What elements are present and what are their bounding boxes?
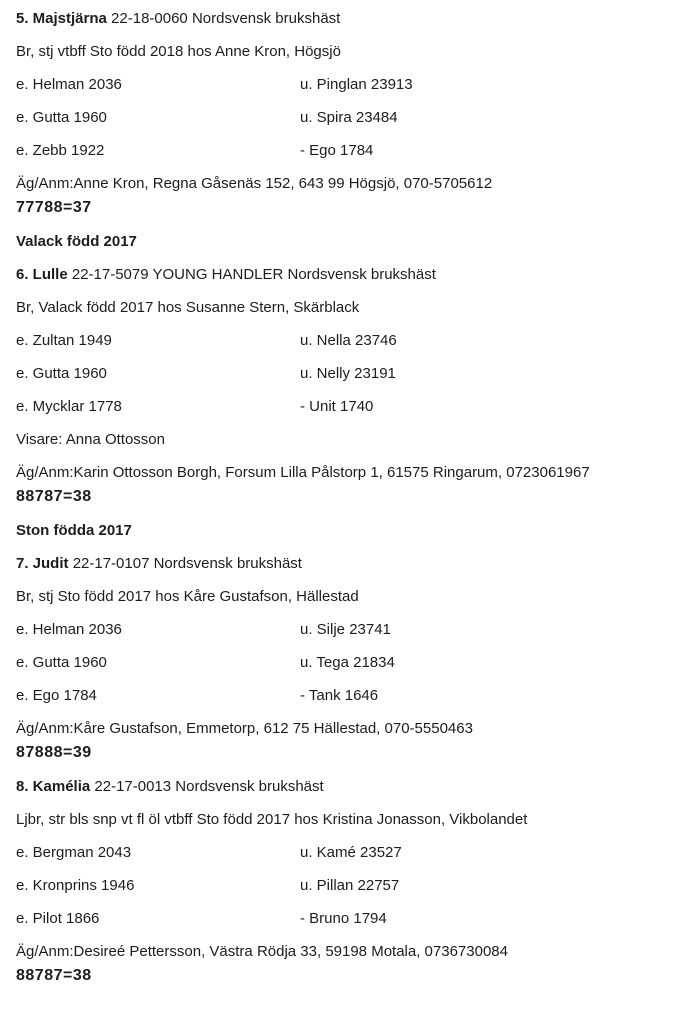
pedigree-row [16,876,661,896]
sire-cell: e. Gutta 1960 [16,365,107,382]
sire-cell: e. Bergman 2043 [16,844,132,861]
dam-cell: - Tank 1646 [300,687,379,704]
pedigree-row [16,909,661,929]
sire-cell: e. Pilot 1866 [16,910,100,927]
dam-cell: - Bruno 1794 [300,910,387,927]
pedigree-row [16,141,661,161]
sire-cell: e. Mycklar 1778 [16,398,122,415]
dam-cell: u. Tega 21834 [300,654,395,671]
horse-number-name: 7. Judit [16,555,69,572]
pedigree-row [16,108,661,128]
entry-title [16,777,661,797]
horse-description: Br, stj Sto född 2017 hos Kåre Gustafson, Hällestad [16,588,359,605]
score-line: 88787=38 [16,967,92,984]
sire-cell: e. Gutta 1960 [16,654,107,671]
score-line: 87888=39 [16,744,92,761]
sire-cell: e. Kronprins 1946 [16,877,135,894]
horse-entry [16,777,661,987]
horse-number-name: 6. Lulle [16,266,68,283]
pedigree-row [16,331,661,351]
entry-title [16,265,661,285]
dam-cell: u. Nella 23746 [300,332,397,349]
pedigree-row [16,653,661,673]
pedigree-row [16,75,661,95]
horse-entry [16,9,661,219]
horse-description: Br, stj vtbff Sto född 2018 hos Anne Kron, Högsjö [16,43,341,60]
horse-description: Ljbr, str bls snp vt fl öl vtbff Sto född 2017 hos Kristina Jonasson, Vikbolandet [16,811,528,828]
owner-line: Äg/Anm:Kåre Gustafson, Emmetorp, 612 75 Hällestad, 070-5550463 [16,720,473,737]
dam-cell: u. Spira 23484 [300,109,398,126]
horse-number-name: 5. Majstjärna [16,10,107,27]
dam-cell: u. Nelly 23191 [300,365,396,382]
sire-cell: e. Ego 1784 [16,687,97,704]
score-line: 77788=37 [16,199,92,216]
handler-line: Visare: Anna Ottosson [16,431,165,448]
horse-reg-info: 22-17-0107 Nordsvensk brukshäst [72,555,302,572]
sire-cell: e. Zultan 1949 [16,332,112,349]
dam-cell: u. Pinglan 23913 [300,76,413,93]
horse-reg-info: 22-17-0013 Nordsvensk brukshäst [94,778,324,795]
entry-title [16,9,661,29]
pedigree-row [16,364,661,384]
sire-cell: e. Gutta 1960 [16,109,107,126]
horse-reg-info: 22-18-0060 Nordsvensk brukshäst [111,10,341,27]
horse-reg-info: 22-17-5079 YOUNG HANDLER Nordsvensk brukshäst [71,266,436,283]
horse-entry [16,554,661,764]
section-heading: Ston födda 2017 [16,522,132,539]
pedigree-row [16,620,661,640]
owner-line: Äg/Anm:Anne Kron, Regna Gåsenäs 152, 643 99 Högsjö, 070-5705612 [16,175,493,192]
horse-number-name: 8. Kamélia [16,778,91,795]
owner-line: Äg/Anm:Karin Ottosson Borgh, Forsum Lilla Pålstorp 1, 61575 Ringarum, 0723061967 [16,464,590,481]
owner-line: Äg/Anm:Desireé Pettersson, Västra Rödja 33, 59198 Motala, 0736730084 [16,943,508,960]
sire-cell: e. Helman 2036 [16,76,122,93]
entry-title [16,554,661,574]
dam-cell: - Ego 1784 [300,142,374,159]
pedigree-row [16,397,661,417]
pedigree-row [16,843,661,863]
dam-cell: u. Kamé 23527 [300,844,402,861]
sire-cell: e. Zebb 1922 [16,142,105,159]
horse-entry [16,265,661,508]
sire-cell: e. Helman 2036 [16,621,122,638]
pedigree-row [16,686,661,706]
horse-description: Br, Valack född 2017 hos Susanne Stern, Skärblack [16,299,360,316]
dam-cell: u. Pillan 22757 [300,877,400,894]
section-heading: Valack född 2017 [16,233,137,250]
dam-cell: u. Silje 23741 [300,621,391,638]
score-line: 88787=38 [16,488,92,505]
dam-cell: - Unit 1740 [300,398,374,415]
